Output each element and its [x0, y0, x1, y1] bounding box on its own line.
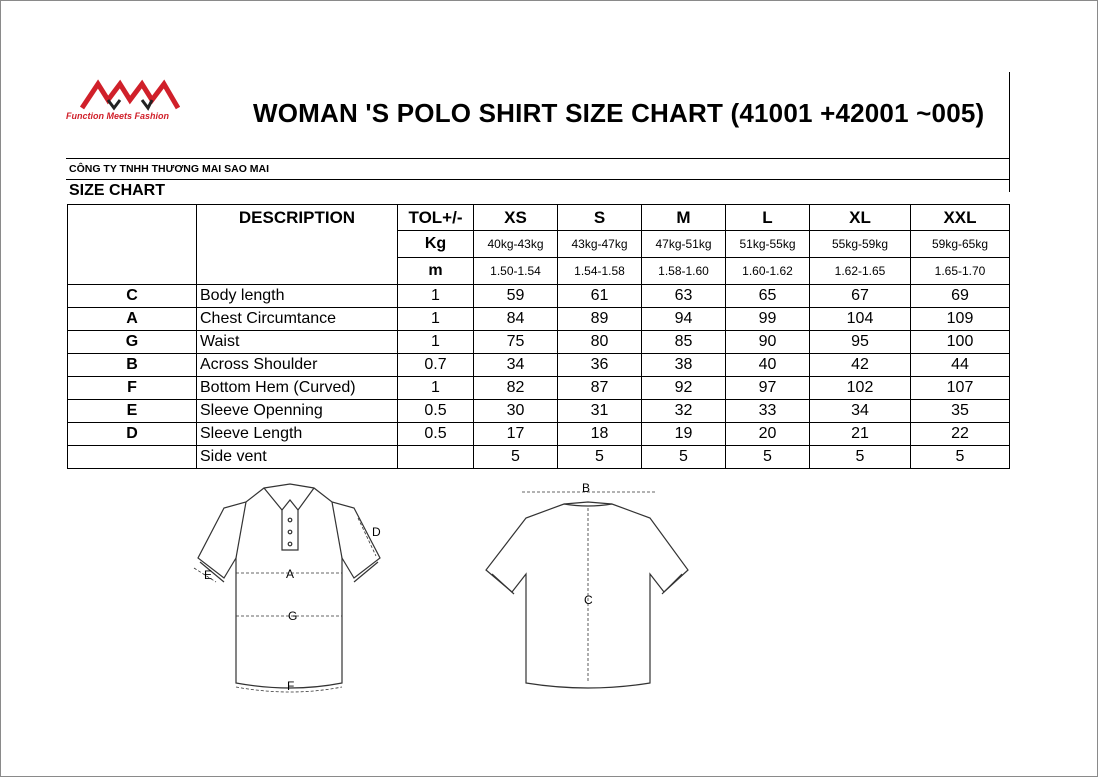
- table-header-cell: [68, 258, 197, 285]
- measurement-code: C: [68, 285, 197, 308]
- size-value-cell: 42: [810, 354, 911, 377]
- measurement-description: Sleeve Openning: [197, 400, 398, 423]
- front-label-f: F: [287, 679, 295, 693]
- kg-label: Kg: [398, 231, 474, 258]
- back-label-c: C: [584, 593, 593, 607]
- size-value-cell: 35: [911, 400, 1010, 423]
- weight-cell: 43kg-47kg: [558, 231, 642, 258]
- size-value-cell: 17: [474, 423, 558, 446]
- size-value-cell: 38: [642, 354, 726, 377]
- table-row: [68, 285, 1010, 308]
- front-label-g: G: [288, 609, 298, 623]
- tolerance-cell: [398, 446, 474, 469]
- tolerance-cell: 0.5: [398, 400, 474, 423]
- height-row: [68, 258, 1010, 285]
- measurement-code: D: [68, 423, 197, 446]
- size-value-cell: 97: [726, 377, 810, 400]
- weight-cell: 40kg-43kg: [474, 231, 558, 258]
- measurement-description: Waist: [197, 331, 398, 354]
- tolerance-cell: 1: [398, 285, 474, 308]
- size-value-cell: 5: [642, 446, 726, 469]
- size-value-cell: 99: [726, 308, 810, 331]
- measurement-code: A: [68, 308, 197, 331]
- table-row: [68, 354, 1010, 377]
- height-cell: 1.50-1.54: [474, 258, 558, 285]
- measurement-code: G: [68, 331, 197, 354]
- size-value-cell: 19: [642, 423, 726, 446]
- size-value-cell: 5: [558, 446, 642, 469]
- size-value-cell: 92: [642, 377, 726, 400]
- size-value-cell: 30: [474, 400, 558, 423]
- measurement-code: B: [68, 354, 197, 377]
- size-value-cell: 40: [726, 354, 810, 377]
- size-value-cell: 89: [558, 308, 642, 331]
- page-title: WOMAN 'S POLO SHIRT SIZE CHART (41001 +42001 ~005): [253, 98, 985, 128]
- size-header-l: L: [726, 205, 810, 231]
- table-row: [68, 331, 1010, 354]
- size-value-cell: 5: [726, 446, 810, 469]
- tolerance-cell: 1: [398, 308, 474, 331]
- logo-tagline: Function Meets Fashion: [66, 111, 170, 121]
- height-cell: 1.65-1.70: [911, 258, 1010, 285]
- m-label: m: [398, 258, 474, 285]
- table-header-cell: [68, 205, 197, 231]
- size-header-xl: XL: [810, 205, 911, 231]
- logo-mark-icon: [80, 78, 180, 112]
- size-value-cell: 109: [911, 308, 1010, 331]
- size-value-cell: 44: [911, 354, 1010, 377]
- weight-cell: 47kg-51kg: [642, 231, 726, 258]
- size-value-cell: 22: [911, 423, 1010, 446]
- size-value-cell: 107: [911, 377, 1010, 400]
- weight-cell: 59kg-65kg: [911, 231, 1010, 258]
- company-name: CÔNG TY TNHH THƯƠNG MAI SAO MAI: [69, 163, 270, 175]
- size-value-cell: 94: [642, 308, 726, 331]
- size-value-cell: 85: [642, 331, 726, 354]
- table-header-cell: [197, 258, 398, 285]
- height-cell: 1.62-1.65: [810, 258, 911, 285]
- size-value-cell: 80: [558, 331, 642, 354]
- size-value-cell: 63: [642, 285, 726, 308]
- size-value-cell: 95: [810, 331, 911, 354]
- sheet-column-border: [1009, 72, 1010, 192]
- brand-logo: [66, 76, 196, 126]
- size-value-cell: 33: [726, 400, 810, 423]
- tol-header: TOL+/-: [398, 205, 474, 231]
- measurement-description: Chest Circumtance: [197, 308, 398, 331]
- size-value-cell: 65: [726, 285, 810, 308]
- size-value-cell: 5: [474, 446, 558, 469]
- measurement-description: Side vent: [197, 446, 398, 469]
- size-value-cell: 82: [474, 377, 558, 400]
- table-header-cell: [197, 231, 398, 258]
- size-value-cell: 90: [726, 331, 810, 354]
- size-header-xxl: XXL: [911, 205, 1010, 231]
- size-value-cell: 67: [810, 285, 911, 308]
- size-value-cell: 20: [726, 423, 810, 446]
- tolerance-cell: 0.5: [398, 423, 474, 446]
- measurement-code: E: [68, 400, 197, 423]
- height-cell: 1.54-1.58: [558, 258, 642, 285]
- height-cell: 1.58-1.60: [642, 258, 726, 285]
- measurement-code: [68, 446, 197, 469]
- description-header: DESCRIPTION: [197, 205, 398, 231]
- size-value-cell: 104: [810, 308, 911, 331]
- measurement-code: F: [68, 377, 197, 400]
- size-value-cell: 36: [558, 354, 642, 377]
- table-row: [68, 446, 1010, 469]
- size-header-s: S: [558, 205, 642, 231]
- divider: [66, 158, 1010, 159]
- size-value-cell: 5: [810, 446, 911, 469]
- table-header-cell: [68, 231, 197, 258]
- size-value-cell: 34: [810, 400, 911, 423]
- measurement-description: Across Shoulder: [197, 354, 398, 377]
- size-value-cell: 69: [911, 285, 1010, 308]
- weight-cell: 55kg-59kg: [810, 231, 911, 258]
- back-label-b: B: [582, 481, 591, 495]
- front-shirt-diagram: [186, 478, 396, 698]
- tolerance-cell: 1: [398, 377, 474, 400]
- size-value-cell: 84: [474, 308, 558, 331]
- table-header-row: [68, 205, 1010, 231]
- front-label-e: E: [204, 568, 213, 582]
- size-value-cell: 87: [558, 377, 642, 400]
- front-label-d: D: [372, 525, 381, 539]
- divider: [66, 179, 1010, 180]
- size-value-cell: 75: [474, 331, 558, 354]
- size-value-cell: 21: [810, 423, 911, 446]
- tolerance-cell: 1: [398, 331, 474, 354]
- size-value-cell: 102: [810, 377, 911, 400]
- size-table: [67, 204, 1010, 469]
- weight-cell: 51kg-55kg: [726, 231, 810, 258]
- measurement-description: Bottom Hem (Curved): [197, 377, 398, 400]
- table-row: [68, 423, 1010, 446]
- size-header-xs: XS: [474, 205, 558, 231]
- measurement-description: Sleeve Length: [197, 423, 398, 446]
- size-value-cell: 61: [558, 285, 642, 308]
- tolerance-cell: 0.7: [398, 354, 474, 377]
- size-value-cell: 18: [558, 423, 642, 446]
- back-shirt-diagram: [480, 478, 694, 698]
- size-value-cell: 5: [911, 446, 1010, 469]
- size-value-cell: 34: [474, 354, 558, 377]
- size-value-cell: 31: [558, 400, 642, 423]
- table-row: [68, 400, 1010, 423]
- table-row: [68, 377, 1010, 400]
- table-row: [68, 308, 1010, 331]
- height-cell: 1.60-1.62: [726, 258, 810, 285]
- size-value-cell: 59: [474, 285, 558, 308]
- front-label-a: A: [286, 567, 295, 581]
- measurement-description: Body length: [197, 285, 398, 308]
- size-value-cell: 100: [911, 331, 1010, 354]
- weight-row: [68, 231, 1010, 258]
- size-header-m: M: [642, 205, 726, 231]
- size-value-cell: 32: [642, 400, 726, 423]
- size-chart-label: SIZE CHART: [69, 182, 165, 199]
